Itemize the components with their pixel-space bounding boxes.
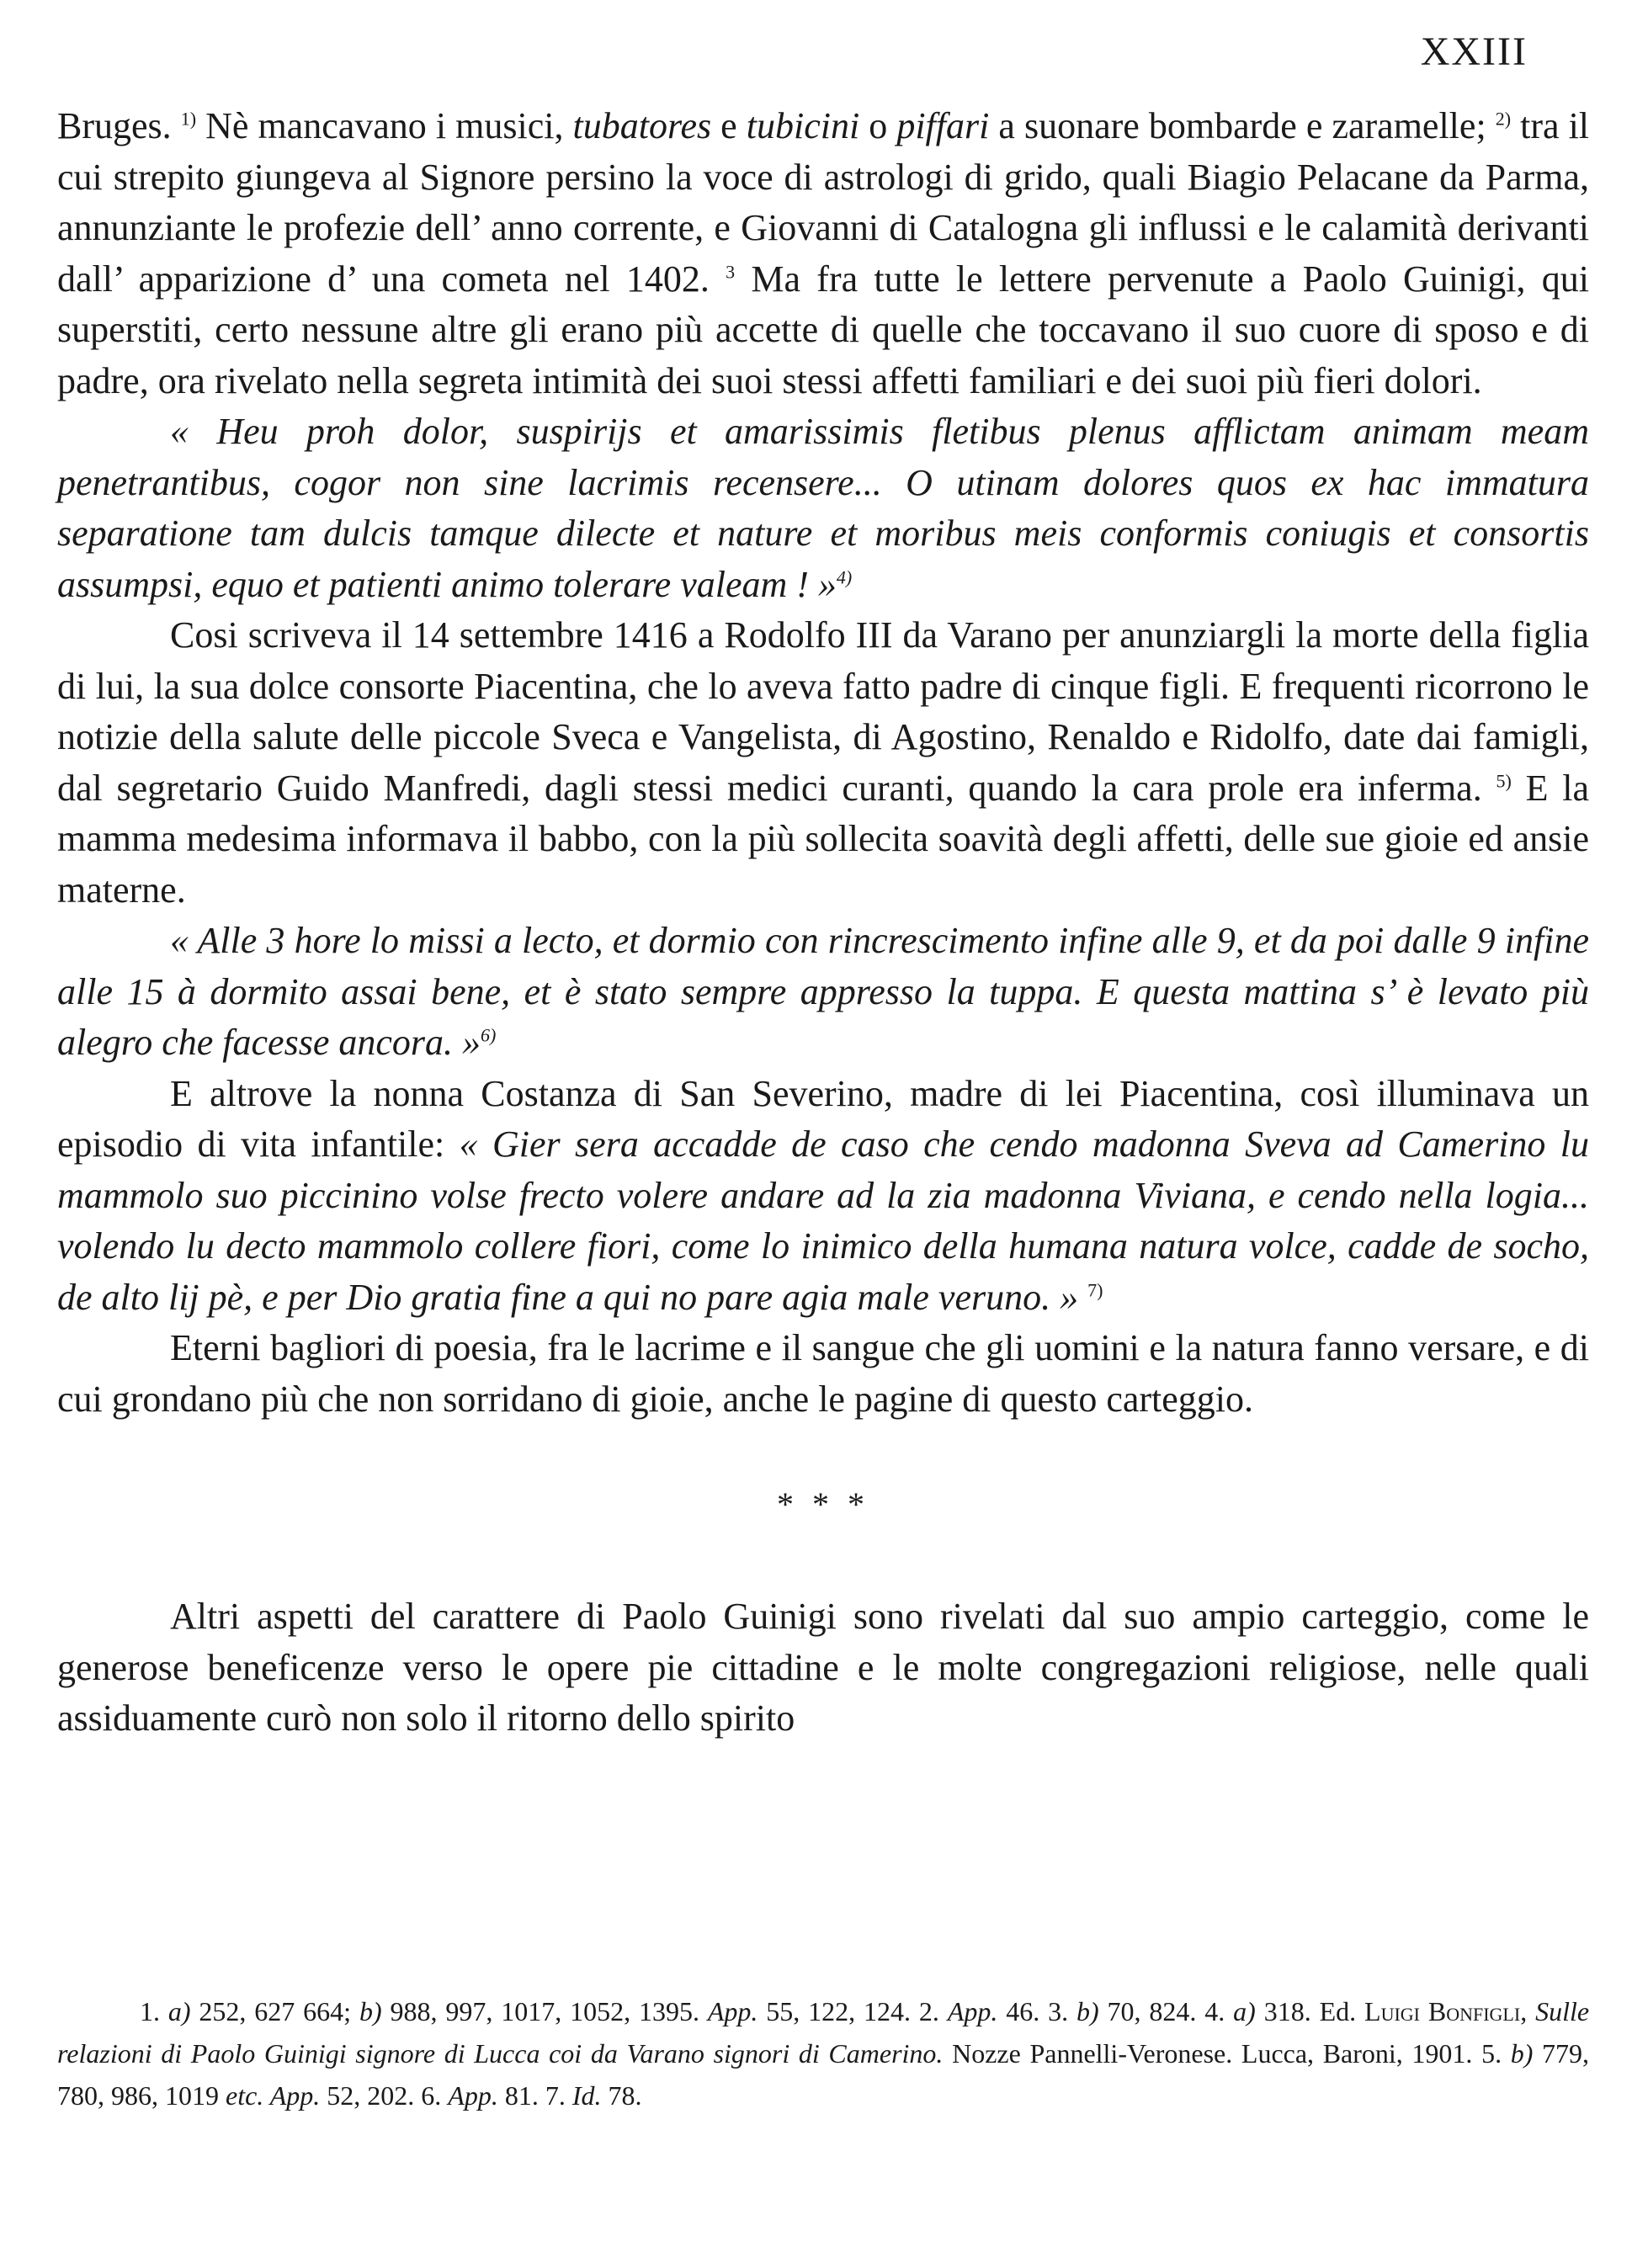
footnote-ref: 5) (1496, 769, 1512, 791)
italic-text: Id. (571, 2080, 602, 2111)
text-run: 318. Ed. (1255, 1996, 1365, 2026)
text-run: 81. 7. (497, 2080, 572, 2111)
section-separator: * * * (777, 1485, 869, 1523)
italic-text: etc. App. (226, 2080, 321, 2111)
text-run: 70, 824. 4. (1098, 1996, 1234, 2026)
text-run: e (711, 105, 747, 146)
text-run: 78. (601, 2080, 642, 2111)
text-run: 46. 3. (997, 1996, 1076, 2026)
text-run (1078, 1277, 1087, 1318)
italic-text: Sulle relazioni di Paolo Guinigi signore di Lucca coi da Varano signori di Camerino. (57, 1996, 1590, 2069)
text-run: Nè mancavano i musici, (196, 105, 573, 146)
text-run: E la mamma medesima informava il babbo, con la più sollecita soavità degli affetti, delle sue gioie ed ansie materne. (57, 767, 1589, 911)
text-run: Eterni bagliori di poesia, fra le lacrime e il sangue che gli uomini e la natura fanno versare, e di cui grondano più che non sorridano di gioie, anche le pagine di questo carteggio. (57, 1327, 1589, 1420)
italic-text: b) (1510, 2038, 1534, 2069)
text-run: a suonare bombarde e zaramelle; (989, 105, 1496, 146)
page-number: XXIII (1420, 29, 1528, 74)
italic-text: a) (167, 1996, 191, 2026)
quote-paragraph (57, 406, 1589, 610)
footnote-ref: 1) (180, 108, 197, 130)
italic-text: b) (1076, 1996, 1099, 2026)
text-run: « Alle 3 hore lo missi a lecto, et dormio con rincrescimento infine alle 9, et da poi dalle 9 infine alle 15 à dormito assai bene, et è stato sempre appresso la tuppa. E questa mattina s’ è levato più alegro che facesse ancora. » (57, 920, 1589, 1063)
paragraph-list (57, 101, 1589, 1425)
final-paragraph: Altri aspetti del carattere di Paolo Guinigi sono rivelati dal suo ampio carteggio, come le generose beneficenze verso le opere pie cittadine e le molte congregazioni religiose, nelle quali assiduamente curò non solo il ritorno dello spirito (57, 1596, 1589, 1739)
body-text (57, 101, 1589, 1745)
italic-text: b) (359, 1996, 382, 2026)
text-run: 52, 202. 6. (320, 2080, 449, 2111)
text-run: o (859, 105, 897, 146)
italic-text: App. (448, 2080, 498, 2111)
body-paragraph (57, 1323, 1589, 1425)
body-paragraph (57, 610, 1589, 916)
text-run: tra il cui strepito giungeva al Signore persino la voce di astrologi di grido, quali Biagio Pelacane da Parma, annunziante le profezie dell’ anno corrente, e Giovanni di Catalogna gli influssi e le calamità derivanti dall’ apparizione d’ una cometa nel 1402. (57, 105, 1590, 300)
footnote-ref: 4) (836, 566, 853, 587)
footnote-text (57, 1990, 1589, 2117)
quote-paragraph (57, 916, 1589, 1069)
italic-text: tubatores (572, 105, 712, 146)
text-run: 252, 627 664; (190, 1996, 359, 2026)
footnote-ref: 3 (726, 260, 736, 282)
italic-text: « Gier sera accadde de caso che cendo madonna Sveva ad Camerino lu mammolo suo piccinino volse frecto volere andare ad la zia madonna Viviana, e cendo nella logia... volendo lu decto mammolo collere fiori, come lo inimico della humana natura volce, cadde de socho, de alto lij pè, e per Dio gratia fine a qui no pare agia male veruno. » (57, 1123, 1590, 1318)
body-paragraph (57, 1069, 1589, 1324)
footnote-ref: 7) (1087, 1278, 1103, 1300)
italic-text: piffari (896, 105, 990, 146)
text-run: , (1520, 1996, 1536, 2026)
text-run: Nozze Pannelli-Veronese. Lucca, Baroni, 1901. 5. (943, 2038, 1511, 2069)
text-run: 988, 997, 1017, 1052, 1395. (381, 1996, 708, 2026)
body-paragraph (57, 101, 1589, 406)
footnotes (57, 1990, 1589, 2117)
author-name: Luigi Bonfigli (1364, 1996, 1521, 2026)
text-run: E altrove la nonna Costanza di San Severino, madre di lei Piacentina, così illuminava un episodio di vita infantile: (57, 1072, 1589, 1165)
text-run: 1. (140, 1996, 168, 2026)
text-run: Bruges. (57, 105, 181, 146)
text-run: Ma fra tutte le lettere pervenute a Paolo Guinigi, qui superstiti, certo nessune altre gli erano più accette di quelle che toccavano il suo cuore di sposo e di padre, ora rivelato nella segreta intimità dei suoi stessi affetti familiari e dei suoi più fieri dolori. (57, 258, 1589, 401)
footnote-ref: 2) (1495, 108, 1512, 130)
text-run: 55, 122, 124. 2. (758, 1996, 948, 2026)
italic-text: a) (1233, 1996, 1256, 2026)
footnote-ref: 6) (481, 1024, 497, 1046)
text-run: 779, 780, 986, 1019 (57, 2038, 1590, 2111)
italic-text: tubicini (746, 105, 860, 146)
italic-text: App. (707, 1996, 758, 2026)
text-run: Cosi scriveva il 14 settembre 1416 a Rodolfo III da Varano per anunziargli la morte della figlia di lui, la sua dolce consorte Piacentina, che lo aveva fatto padre di cinque figli. E frequenti ricorrono le notizie della salute delle piccole Sveca e Vangelista, di Agostino, Renaldo e Ridolfo, date dai famigli, dal segretario Guido Manfredi, dagli stessi medici curanti, quando la cara prole era inferma. (57, 614, 1589, 809)
text-run: « Heu proh dolor, suspirijs et amarissimis fletibus plenus afflictam animam meam penetrantibus, cogor non sine lacrimis recensere... O utinam dolores quos ex hac immatura separatione tam dulcis tamque dilecte et nature et moribus meis conformis coniugis et consortis assumpsi, equo et patienti animo tolerare valeam ! » (57, 411, 1589, 605)
italic-text: App. (947, 1996, 998, 2026)
